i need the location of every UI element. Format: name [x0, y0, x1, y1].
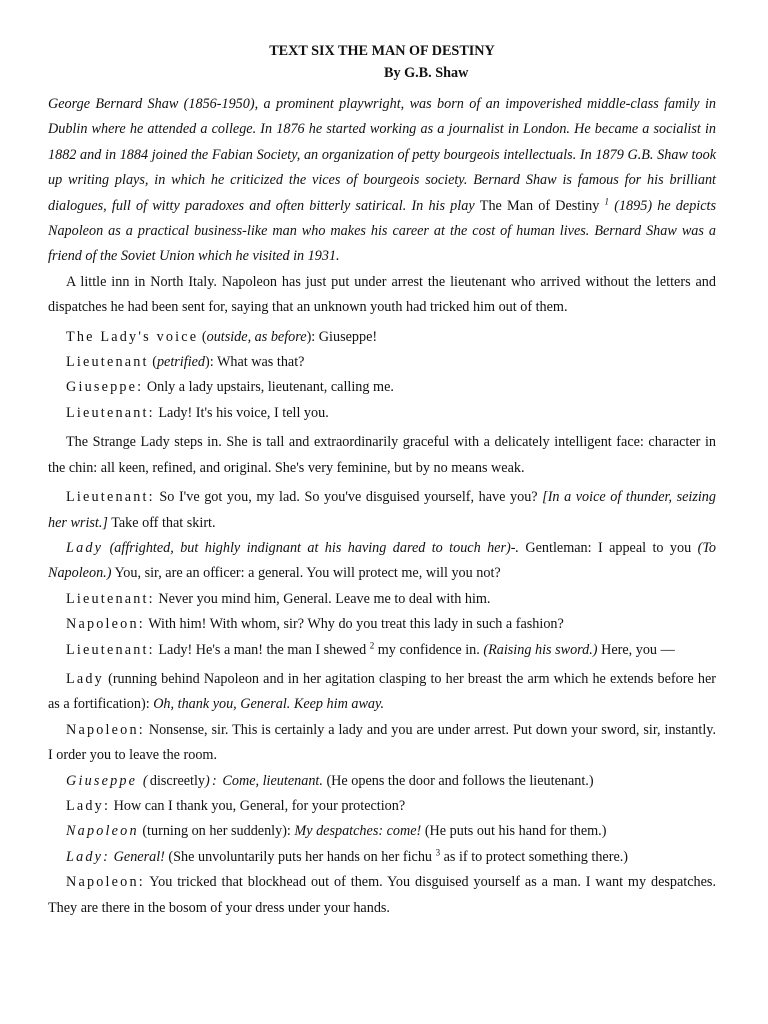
line-text: (running behind Napoleon and in her agitation clasping to her breast the arm which he extends before her as a fortification): [48, 670, 716, 713]
intro-text: (1895) he depicts Napoleon as a practical business-like man who makes his career at the cost of human lives. Bernard Shaw was a friend of the Soviet Union which he visited in 1931. [48, 197, 716, 265]
line-text: Never you mind him, General. Leave me to deal with him. [154, 590, 491, 607]
speaker-name: Lady: [66, 848, 111, 865]
line-text: General! [110, 848, 165, 865]
intro-paragraph [48, 92, 716, 270]
dialogue-line [48, 667, 716, 718]
line-text: With him! With whom, sir? Why do you treat this lady in such a fashion? [144, 616, 564, 633]
dialogue-line [48, 587, 716, 612]
dialogue-line [48, 870, 716, 921]
line-text: : What was that? [209, 354, 305, 371]
line-text: Lady! It's his voice, I tell you. [154, 404, 329, 421]
dialogue-line [48, 845, 716, 870]
line-text: Here, you — [597, 641, 675, 658]
line-text: as if to protect something there.) [440, 848, 629, 865]
line-text: Come, lieutenant. [218, 772, 323, 789]
direction-close: ): [205, 772, 219, 789]
play-title: The Man of Destiny [479, 197, 600, 214]
speaker-name: Napoleon [66, 823, 139, 840]
page-title: TEXT SIX THE MAN OF DESTINY [269, 43, 495, 59]
speaker-name: Giuseppe ( [66, 772, 150, 789]
speaker-name: Napoleon: [66, 874, 145, 891]
line-text: How can I thank you, General, for your protection? [110, 797, 406, 814]
speaker-name: Lady [66, 670, 104, 687]
dialogue-line [48, 718, 716, 769]
line-text: Nonsense, sir. This is certainly a lady and you are under arrest. Put down your sword, sir, instantly. I order you to leave the room. [48, 721, 716, 764]
speaker-name: Lieutenant: [66, 489, 155, 506]
dialogue-line [48, 794, 716, 819]
dialogue-line: The Lady's voice (outside, as before): Giuseppe! [66, 328, 378, 345]
footnote-ref: 1 [604, 195, 610, 206]
line-text: : Giuseppe! [311, 328, 378, 345]
speaker-name: Lady: [66, 797, 111, 814]
line-text: My despatches: come! [294, 823, 422, 840]
line-text: Gentleman: I appeal to you [518, 539, 698, 556]
speaker-name: Lieutenant [66, 354, 149, 371]
footnote-ref: 2 [369, 639, 375, 650]
line-text: my confidence in. [374, 641, 484, 658]
speaker-name: Lieutenant: [66, 590, 155, 607]
stage-direction: A little inn in North Italy. Napoleon has just put under arrest the lieutenant who arrived without the letters and dispatches he had been sent for, saying that an unknown youth had tricked him out of them. [48, 273, 716, 316]
line-text: (He opens the door and follows the lieutenant.) [322, 772, 594, 789]
speaker-name: Lady [66, 539, 104, 556]
stage-direction: The Strange Lady steps in. She is tall and extraordinarily graceful with a delicately intelligent face: character in the chin: all keen, refined, and original. She's very feminine, but by no means weak. [48, 434, 716, 476]
line-text: Oh, thank you, General. Keep him away. [153, 696, 385, 713]
direction: petrified [156, 354, 206, 371]
dialogue-line [48, 769, 716, 794]
direction: (To Napoleon.) [48, 539, 717, 582]
speaker-name: The Lady's voice [66, 328, 199, 345]
speaker-name: Napoleon: [66, 721, 145, 738]
line-text: Take off that skirt. [107, 514, 216, 531]
direction: outside, as before [206, 328, 307, 345]
line-text: (She unvoluntarily puts her hands on her fichu [164, 848, 436, 865]
intro-text: George Bernard Shaw (1856-1950), a prominent playwright, was born of an impoverished middle-class family in Dublin where he attended a college. In 1876 he started working as a journalist in London. He became a socialist in 1882 and in 1884 joined the Fabian Society, an organization of petty bourgeois intellectuals. In 1879 G.B. Shaw took up writing plays, in which he criticized the vices of bourgeois society. Bernard Shaw is famous for his brilliant dialogues, full of witty paradoxes and often bitterly satirical. In his play [48, 96, 716, 214]
footnote-ref: 3 [435, 847, 441, 858]
speaker-name: Napoleon: [66, 616, 145, 633]
line-text: (turning on her suddenly): [138, 823, 295, 840]
dialogue-line [48, 485, 716, 536]
author-byline: By G.B. Shaw [384, 65, 469, 81]
line-text: Lady! He's a man! the man I shewed [154, 641, 370, 658]
direction: discreetly [149, 772, 206, 789]
document-page [48, 40, 716, 921]
direction: (affrighted, but highly indignant at his having dared to touch her)-. [103, 539, 519, 556]
line-text: (He puts out his hand for them.) [421, 823, 607, 840]
line-text: Only a lady upstairs, lieutenant, calling me. [143, 379, 394, 396]
dialogue-line [48, 536, 716, 587]
dialogue-line [48, 638, 716, 663]
direction: [In a voice of thunder, seizing her wrist.] [48, 489, 716, 531]
speaker-name: Lieutenant: [66, 641, 155, 658]
line-text: You tricked that blockhead out of them. You disguised yourself as a man. I want my despatches. They are there in the bosom of your dress under your hands. [48, 874, 716, 916]
dialogue-line [48, 612, 716, 637]
dialogue-line [48, 819, 716, 844]
dialogue-line [48, 375, 716, 400]
speaker-name: Lieutenant: [66, 404, 155, 421]
line-text: You, sir, are an officer: a general. You will protect me, will you not? [111, 565, 501, 582]
direction: (Raising his sword.) [483, 641, 598, 658]
dialogue-line [48, 401, 716, 426]
line-text: So I've got you, my lad. So you've disguised yourself, have you? [154, 489, 543, 506]
speaker-name: Giuseppe: [66, 379, 144, 396]
dialogue-line: Lieutenant (petrified): What was that? [66, 354, 305, 371]
